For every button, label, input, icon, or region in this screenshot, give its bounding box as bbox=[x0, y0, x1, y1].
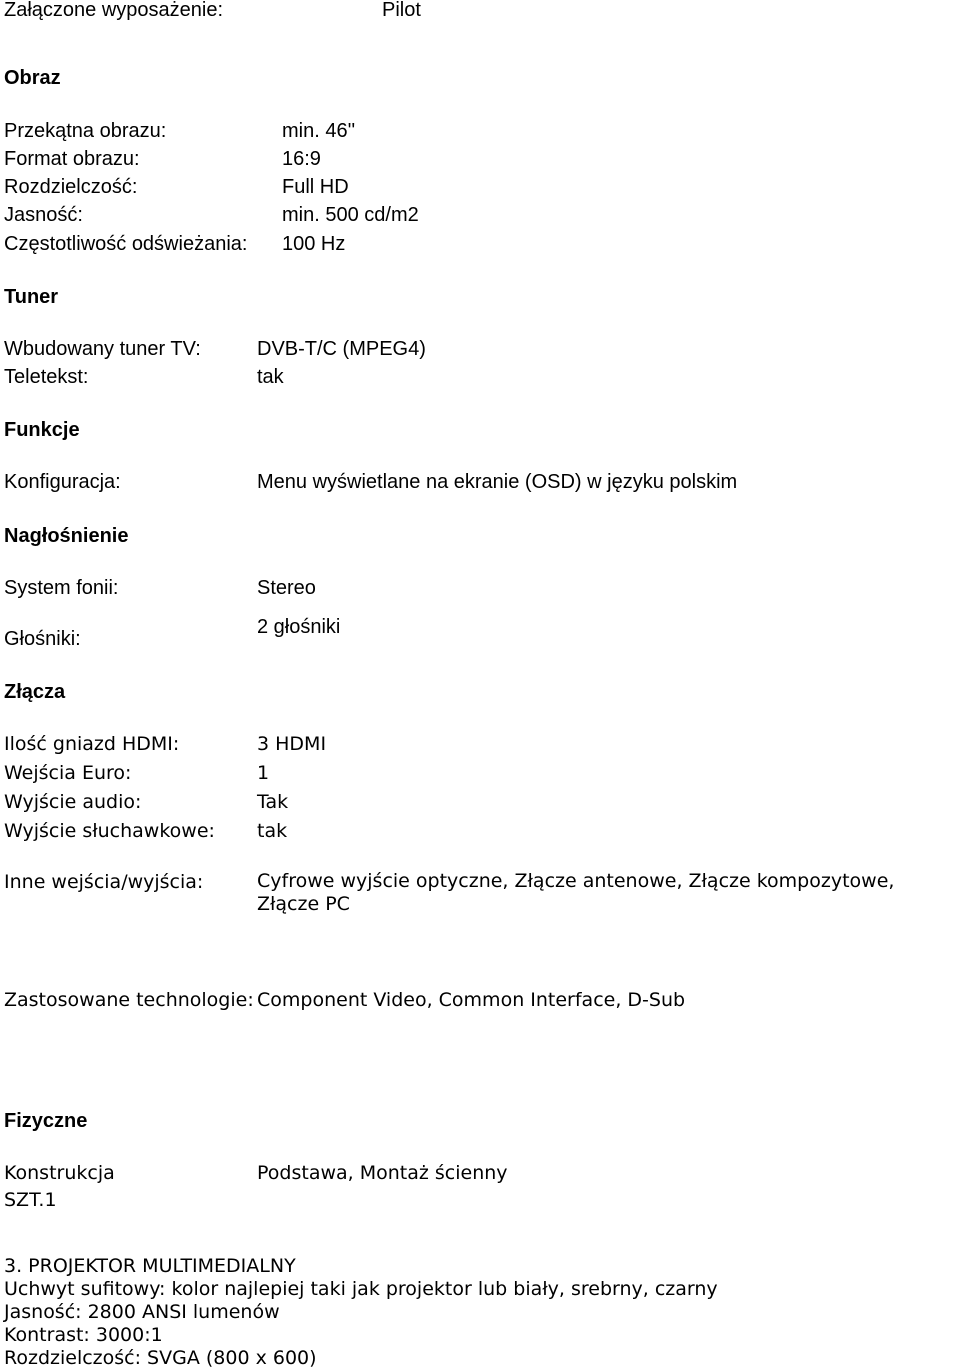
technologies-value: Component Video, Common Interface, D-Sub bbox=[257, 989, 686, 1011]
quantity-label: SZT.1 bbox=[4, 1189, 57, 1211]
spec-value: Menu wyświetlane na ekranie (OSD) w języku polskim bbox=[257, 471, 738, 493]
projector-title: 3. PROJEKTOR MULTIMEDIALNY bbox=[4, 1255, 296, 1277]
spec-value: 2 głośniki bbox=[257, 616, 341, 638]
spec-value: Podstawa, Montaż ścienny bbox=[257, 1162, 508, 1184]
spec-label: Przekątna obrazu: bbox=[4, 120, 167, 142]
spec-label: Częstotliwość odświeżania: bbox=[4, 233, 248, 255]
spec-value: 3 HDMI bbox=[257, 733, 327, 755]
spec-label: Wyjście słuchawkowe: bbox=[4, 820, 215, 842]
section-heading-tuner: Tuner bbox=[4, 286, 59, 308]
spec-value: min. 46'' bbox=[282, 120, 356, 142]
spec-label: Inne wejścia/wyjścia: bbox=[4, 871, 204, 893]
spec-label: Rozdzielczość: bbox=[4, 176, 138, 198]
spec-label: Wyjście audio: bbox=[4, 791, 142, 813]
section-heading-naglosnienie: Nagłośnienie bbox=[4, 525, 129, 547]
spec-value: Stereo bbox=[257, 577, 316, 599]
spec-label: Wbudowany tuner TV: bbox=[4, 338, 201, 360]
spec-label: Teletekst: bbox=[4, 366, 89, 388]
section-heading-fizyczne: Fizyczne bbox=[4, 1110, 88, 1132]
spec-value: tak bbox=[257, 820, 288, 842]
spec-value: tak bbox=[257, 366, 284, 388]
spec-value: 1 bbox=[257, 762, 270, 784]
section-heading-funkcje: Funkcje bbox=[4, 419, 80, 441]
projector-line: Uchwyt sufitowy: kolor najlepiej taki jak projektor lub biały, srebrny, czarny bbox=[4, 1278, 718, 1300]
section-heading-obraz: Obraz bbox=[4, 67, 61, 89]
spec-label: Wejścia Euro: bbox=[4, 762, 132, 784]
spec-value: Full HD bbox=[282, 176, 349, 198]
accessories-label: Załączone wyposażenie: bbox=[4, 0, 224, 21]
spec-label: Ilość gniazd HDMI: bbox=[4, 733, 180, 755]
spec-label: Konstrukcja bbox=[4, 1162, 115, 1184]
spec-value: Tak bbox=[257, 791, 289, 813]
section-heading-zlacza: Złącza bbox=[4, 681, 66, 703]
projector-line: Kontrast: 3000:1 bbox=[4, 1324, 163, 1346]
spec-label: Jasność: bbox=[4, 204, 83, 226]
spec-label: Głośniki: bbox=[4, 628, 81, 650]
spec-label: Format obrazu: bbox=[4, 148, 140, 170]
accessories-value: Pilot bbox=[382, 0, 421, 21]
spec-value: 16:9 bbox=[282, 148, 321, 170]
projector-line: Rozdzielczość: SVGA (800 x 600) bbox=[4, 1347, 317, 1369]
projector-line: Jasność: 2800 ANSI lumenów bbox=[4, 1301, 280, 1323]
spec-value: DVB-T/C (MPEG4) bbox=[257, 338, 426, 360]
technologies-label: Zastosowane technologie: bbox=[4, 989, 254, 1011]
spec-value: min. 500 cd/m2 bbox=[282, 204, 419, 226]
spec-value: Cyfrowe wyjście optyczne, Złącze antenowe, Złącze kompozytowe, Złącze PC bbox=[257, 870, 895, 915]
spec-label: Konfiguracja: bbox=[4, 471, 121, 493]
spec-label: System fonii: bbox=[4, 577, 119, 599]
spec-value: 100 Hz bbox=[282, 233, 346, 255]
